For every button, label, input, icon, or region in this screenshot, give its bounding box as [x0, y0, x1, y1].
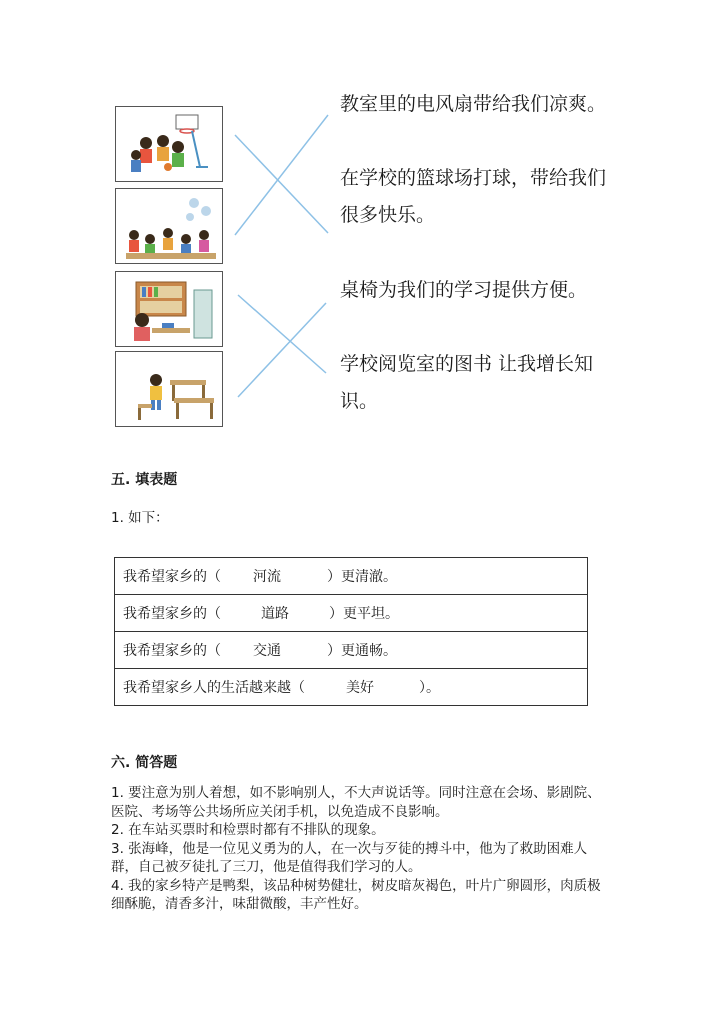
answer-item: 1. 要注意为别人着想，如不影响别人，不大声说话等。同时注意在会场、影剧院、医院、考场等公共场所应关闭手机，以免造成不良影响。 — [111, 785, 601, 820]
statement-desks: 桌椅为我们的学习提供方便。 — [340, 279, 588, 301]
statement-basketball: 在学校的篮球场打球，带给我们很多快乐。 — [340, 167, 607, 226]
section6-heading: 六. 简答题 — [111, 755, 178, 771]
table-row — [115, 558, 588, 595]
row-suffix: ）更通畅。 — [327, 643, 397, 659]
section5-heading: 五. 填表题 — [111, 472, 178, 488]
answer-item: 3. 张海峰，他是一位见义勇为的人，在一次与歹徒的搏斗中，他为了救助困难人群，自己被歹徒扎了三刀，他是值得我们学习的人。 — [111, 840, 588, 875]
table-row — [115, 632, 588, 669]
statement-fan: 教室里的电风扇带给我们凉爽。 — [340, 93, 607, 115]
row-answer: 道路 — [261, 606, 289, 622]
section6-answers — [111, 784, 611, 914]
row-suffix: ）。 — [419, 680, 440, 696]
answer-item: 2. 在车站买票时和检票时都有不排队的现象。 — [111, 822, 385, 838]
row-answer: 交通 — [253, 643, 281, 659]
row-prefix: 我希望家乡的（ — [123, 606, 221, 622]
table-cell — [115, 632, 588, 669]
table-row — [115, 669, 588, 706]
table-cell — [115, 558, 588, 595]
section5-question: 1. 如下： — [111, 510, 169, 526]
row-suffix: ）更平坦。 — [329, 606, 399, 622]
table-row — [115, 595, 588, 632]
table-cell — [115, 595, 588, 632]
picture-reading-room — [115, 271, 223, 347]
row-prefix: 我希望家乡的（ — [123, 643, 221, 659]
picture-desks-chairs — [115, 351, 223, 427]
table-cell — [115, 669, 588, 706]
row-suffix: ）更清澈。 — [327, 569, 397, 585]
row-answer: 河流 — [253, 569, 281, 585]
picture-basketball — [115, 106, 223, 182]
row-prefix: 我希望家乡的（ — [123, 569, 221, 585]
picture-classroom-fan — [115, 188, 223, 264]
row-answer: 美好 — [346, 680, 374, 696]
answer-item: 4. 我的家乡特产是鸭梨，该品种树势健壮，树皮暗灰褐色，叶片广卵圆形，肉质极细酥脆，清香多汁，味甜微酸，丰产性好。 — [111, 877, 601, 912]
statement-books: 学校阅览室的图书 让我增长知识。 — [340, 353, 594, 412]
matching-lines — [230, 105, 335, 405]
fill-table — [114, 557, 588, 706]
row-prefix: 我希望家乡人的生活越来越（ — [123, 680, 305, 696]
